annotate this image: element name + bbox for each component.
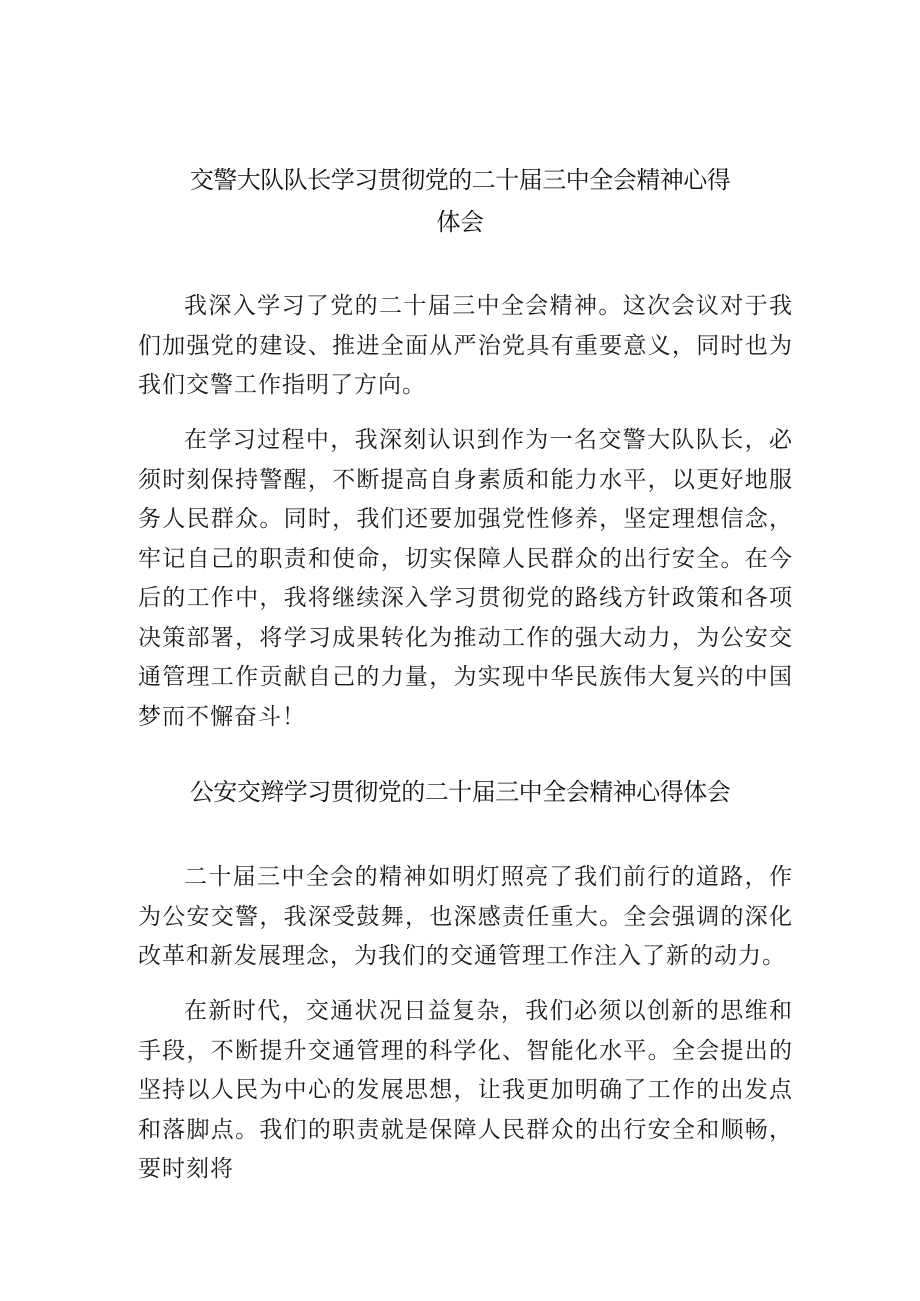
article-2-paragraph-2: 在新时代，交通状况日益复杂，我们必须以创新的思维和手段，不断提升交通管理的科学化、智能化水平。全会提出的坚持以人民为中心的发展思想，让我更加明确了工作的出发点和落脚点。我们的职责就是保障人民群众的出行安全和顺畅，要时刻将 [138, 998, 793, 1182]
article-2-paragraph-1: 二十届三中全会的精神如明灯照亮了我们前行的道路，作为公安交警，我深受鼓舞，也深感责任重大。全会强调的深化改革和新发展理念，为我们的交通管理工作注入了新的动力。 [138, 864, 793, 969]
article-2-title: 公安交辫学习贯彻党的二十届三中全会精神心得体会 [189, 778, 731, 806]
article-1-paragraph-1: 我深入学习了党的二十届三中全会精神。这次会议对于我们加强党的建设、推进全面从严治党具有重要意义，同时也为我们交警工作指明了方向。 [138, 293, 793, 398]
article-1-paragraph-2: 在学习过程中，我深刻认识到作为一名交警大队队长，必须时刻保持警醒，不断提高自身素质和能力水平，以更好地服务人民群众。同时，我们还要加强党性修养，坚定理想信念，牢记自己的职责和使命，切实保障人民群众的出行安全。在今后的工作中，我将继续深入学习贯彻党的路线方针政策和各项决策部署，将学习成果转化为推动工作的强大动力，为公安交通管理工作贡献自己的力量，为实现中华民族伟大复兴的中国梦而不懈奋斗！ [138, 427, 793, 730]
article-1-title-line-1: 交警大队队长学习贯彻党的二十届三中全会精神心得 [189, 166, 731, 194]
article-1-title-line-2: 体会 [436, 208, 484, 236]
article-1-title [130, 159, 790, 243]
